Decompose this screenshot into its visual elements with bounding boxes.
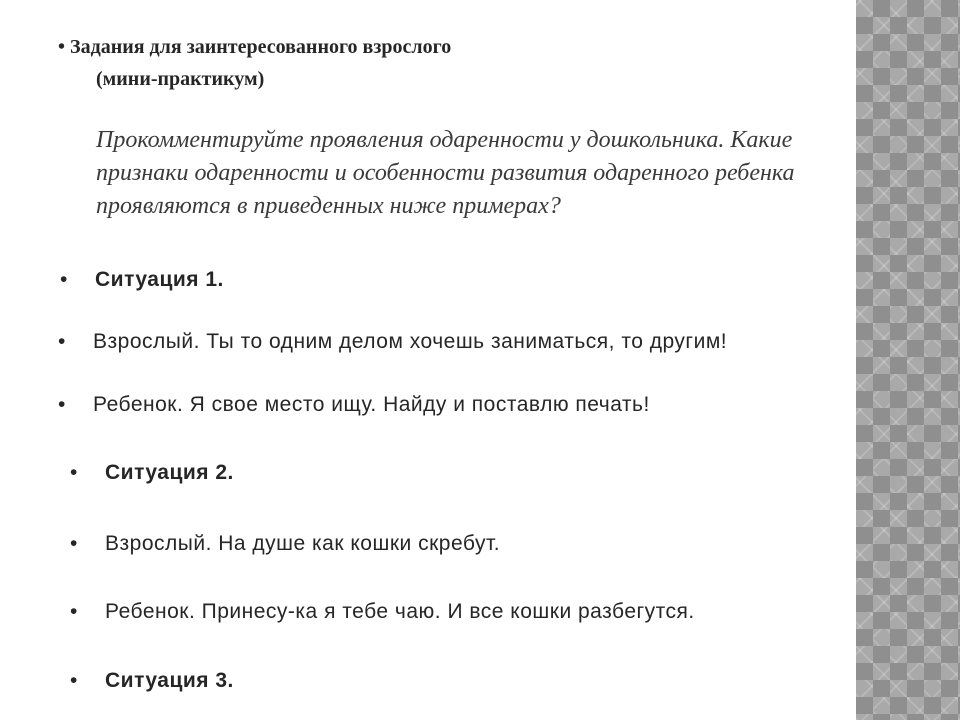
dialogue-line: Взрослый. Ты то одним делом хочешь заниматься, то другим!	[93, 330, 728, 353]
bullet: •	[70, 532, 78, 555]
task-instructions: Прокомментируйте проявления одаренности у дошкольника. Какие признаки одаренности и особенности развития одаренного ребенка проявляются в приведенных ниже примерах?	[96, 127, 795, 219]
header-title-line1	[58, 36, 451, 59]
bullet: •	[60, 268, 68, 291]
dialogue-line: Взрослый. На душе как кошки скребут.	[105, 532, 501, 555]
decorative-pattern-strip	[856, 0, 960, 720]
bullet: •	[58, 330, 66, 353]
header-title-text: Задания для заинтересованного взрослого	[70, 36, 452, 58]
situation-heading: Ситуация 1.	[95, 268, 224, 291]
dialogue-line: Ребенок. Я свое место ищу. Найду и поставлю печать!	[93, 393, 650, 416]
header-bullet: •	[58, 36, 66, 58]
bullet: •	[70, 600, 78, 623]
bullet: •	[70, 669, 78, 692]
bullet: •	[58, 393, 66, 416]
situation-heading: Ситуация 3.	[105, 669, 234, 692]
bullet: •	[70, 461, 78, 484]
situation-heading: Ситуация 2.	[105, 461, 234, 484]
dialogue-line: Ребенок. Принесу-ка я тебе чаю. И все кошки разбегутся.	[105, 600, 695, 623]
header-title-line2: (мини-практикум)	[96, 68, 265, 90]
